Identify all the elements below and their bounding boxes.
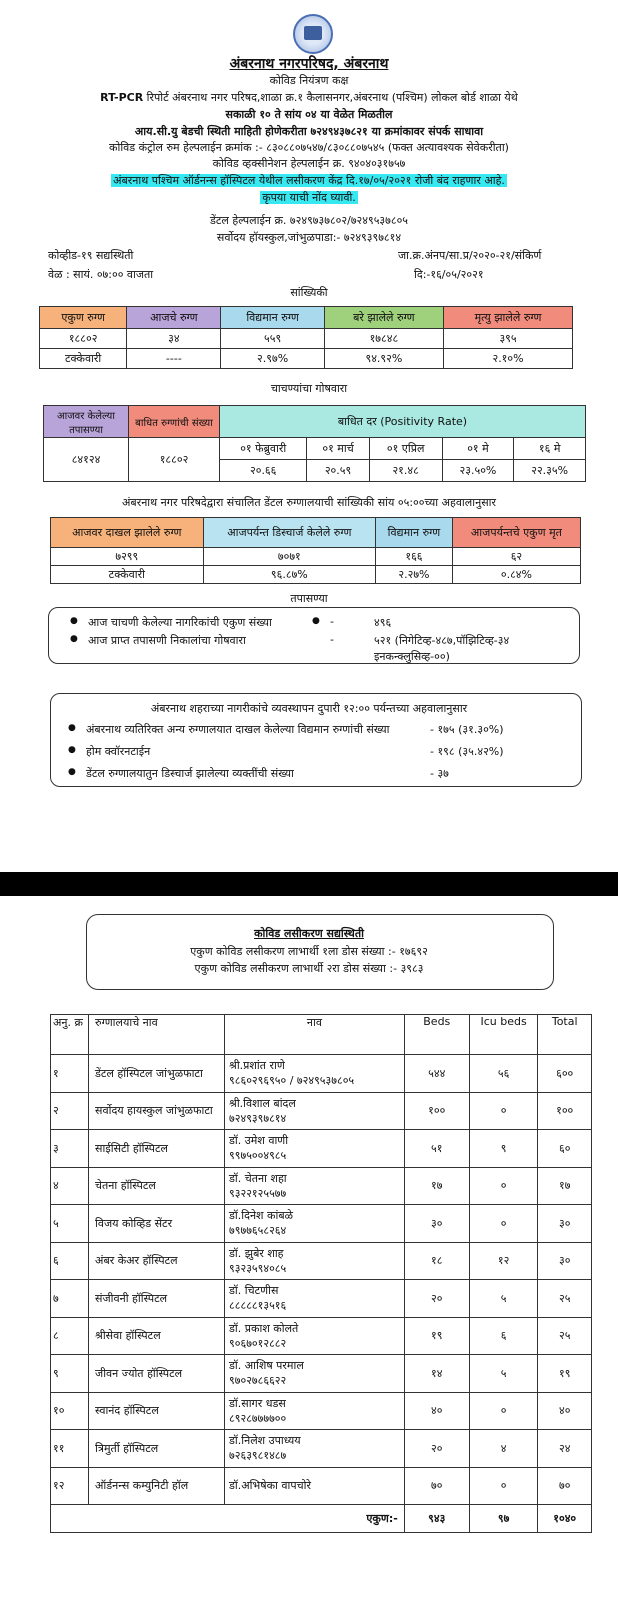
stats-cell: २.९७% xyxy=(221,349,324,369)
contact-name: डॉ. आशिष परमाल xyxy=(229,1359,304,1373)
contact-phone: ९३२२१२५५७७ xyxy=(229,1186,287,1200)
reference-number: जा.क्र.अंनप/सा.प्र/२०२०-२१/संकिर्ण xyxy=(398,249,542,262)
hospital-total: २५ xyxy=(538,1280,592,1318)
hospital-total: ७० xyxy=(538,1467,592,1505)
stats-cell: ९४.९२% xyxy=(324,349,443,369)
hospital-beds: १९ xyxy=(404,1317,469,1355)
stats-table xyxy=(39,306,573,369)
contact-name: डॉ. प्रकाश कोलते xyxy=(229,1321,299,1335)
hospital-total: २४ xyxy=(538,1430,592,1468)
stats-header: आजचे रुग्ण xyxy=(127,307,221,329)
hospital-beds: ३० xyxy=(404,1205,469,1243)
contact-name: श्री.प्रशांत राणे xyxy=(229,1059,285,1073)
managed-item: ● अंबरनाथ व्यतिरिक्त अन्य रुग्णालयात दाखल केलेल्या विद्यमान रुग्णांची संख्या xyxy=(86,722,390,737)
stats-title: सांख्यिकी xyxy=(290,286,328,299)
dental-cell: ०.८४% xyxy=(452,566,580,584)
stats-percent-label: टक्केवारी xyxy=(40,349,127,369)
rtpcr-text: रिपोर्ट अंबरनाथ नगर परिषद,शाळा क्र.१ कैलासनगर,अंबरनाथ (पश्चिम) लोकल बोर्ड शाळा येथे xyxy=(143,91,518,104)
hospital-name: साईसिटी हॉस्पिटल xyxy=(89,1130,225,1168)
hospital-beds: २० xyxy=(404,1280,469,1318)
dental-cell: ९६.८७% xyxy=(203,566,375,584)
hospital-total: ३० xyxy=(538,1242,592,1280)
contact-name: डॉ. चेतना शहा xyxy=(229,1171,287,1185)
notice-line-1: अंबरनाथ पश्चिम ऑर्डनन्स हॉस्पिटल येथील लसीकरण केंद्र दि.१७/०५/२०२१ रोजी बंद राहणार आहे. xyxy=(113,174,505,187)
contact-name: डॉ.सागर धडस xyxy=(229,1396,286,1410)
table-row xyxy=(51,1242,592,1280)
testing-item-2-sep: - xyxy=(330,633,334,646)
hospital-name: सर्वोदय हायस्कुल जांभुळफाटा xyxy=(89,1092,225,1130)
tests-header-rate: बाधित दर (Positivity Rate) xyxy=(220,406,586,438)
table-row xyxy=(51,1392,592,1430)
stats-header: मृत्यु झालेले रुग्ण xyxy=(444,307,573,329)
contact-name: डॉ.अभिषेका वापचोरे xyxy=(229,1479,311,1493)
stats-header: विद्यमान रुग्ण xyxy=(221,307,324,329)
hospitals-total-label: एकुण:- xyxy=(51,1505,405,1533)
dental-helpline-line: डेंटल हेल्पलाईन क्र. ७२४९७३७८०२/७२४९५३७८०५ xyxy=(209,214,409,227)
hospital-contact xyxy=(225,1430,405,1468)
hospital-sr: १२ xyxy=(51,1467,89,1505)
contact-name: डॉ. झुबेर शाह xyxy=(229,1246,284,1260)
managed-item-value: - १७५ (३१.३०%) xyxy=(430,723,504,736)
hospital-contact xyxy=(225,1055,405,1093)
hospital-name: संजीवनी हॉस्पिटल xyxy=(89,1280,225,1318)
hospital-contact xyxy=(225,1242,405,1280)
sarvoday-line: सर्वोदय हॉयस्कुल,जांभुळपाडा:- ७२४९३९७८१४ xyxy=(216,231,402,244)
table-row xyxy=(51,1355,592,1393)
hospital-total: ६० xyxy=(538,1130,592,1168)
dental-cell: २.२७% xyxy=(376,566,453,584)
tests-header-positive: बाधित रुग्णांची संख्या xyxy=(129,406,220,438)
tests-date: १६ मे xyxy=(514,438,586,460)
table-row xyxy=(51,1467,592,1505)
report-date: दि:-१६/०५/२०२१ xyxy=(414,268,484,281)
tests-title: चाचण्यांचा गोषवारा xyxy=(270,382,348,395)
contact-phone: ७२६३९८१४८७ xyxy=(229,1449,287,1463)
hospital-total: ४० xyxy=(538,1392,592,1430)
hospital-contact xyxy=(225,1392,405,1430)
contact-phone: ८८८८८१३५१६ xyxy=(229,1299,287,1313)
icu-line: आय.सी.यु बेडची स्थिती माहिती होणेकरीता ७२४९४३७८२१ या क्रमांकावर संपर्क साधावा xyxy=(134,125,484,138)
dental-header: विद्यमान रुग्ण xyxy=(376,518,453,548)
contact-name: डॉ.निलेश उपाध्यय xyxy=(229,1434,301,1448)
table-row xyxy=(51,1317,592,1355)
tests-rate: २१.४८ xyxy=(369,460,442,482)
hospital-name: अंबर केअर हॉस्पिटल xyxy=(89,1242,225,1280)
contact-phone: ७२४९३९७८१४ xyxy=(229,1111,287,1125)
vaccination-title: कोविड लसीकरण सद्यस्थिती xyxy=(254,927,364,940)
hospital-total: २५ xyxy=(538,1317,592,1355)
hospitals-table xyxy=(50,1014,592,1533)
contact-phone: ९८६०२९६९५० / ७२४९५३७८०५ xyxy=(229,1074,355,1088)
contact-phone: ९०६७०१२८८२ xyxy=(229,1336,287,1350)
hospital-contact xyxy=(225,1467,405,1505)
hospital-sr: ११ xyxy=(51,1430,89,1468)
tests-rate: २०.६६ xyxy=(220,460,307,482)
contact-name: डॉ. चिटणीस xyxy=(229,1284,279,1298)
managed-title: अंबरनाथ शहराच्या नागरीकांचे व्यवस्थापन दुपारी १२:०० पर्यन्तच्या अहवालानुसार xyxy=(150,702,468,715)
stats-cell: ---- xyxy=(127,349,221,369)
hospital-contact xyxy=(225,1355,405,1393)
testing-item-1-value: ४९६ xyxy=(374,616,392,629)
testing-item-2-value: ५२१ (निगेटिव्ह-४८७,पॉझिटिव्ह-३४ xyxy=(374,634,510,647)
report-time: वेळ : सायं. ०७:०० वाजता xyxy=(48,268,154,281)
managed-item: ● होम क्वॉरनटाईन xyxy=(86,744,150,759)
vaccination-dose1: एकुण कोविड लसीकरण लाभार्थी १ला डोस संख्या :- १७६९२ xyxy=(190,945,428,958)
hospital-name: ऑर्डनन्स कम्युनिटी हॉल xyxy=(89,1467,225,1505)
table-row xyxy=(51,1130,592,1168)
page-divider xyxy=(0,872,618,896)
testing-item-2-value-cont: इनकन्क्लुसिव्ह-००) xyxy=(374,650,450,663)
hospital-beds: ५१ xyxy=(404,1130,469,1168)
managed-item-value: - १९८ (३५.४२%) xyxy=(430,745,504,758)
tests-table xyxy=(43,405,586,482)
rtpcr-line xyxy=(0,90,618,105)
hospital-contact xyxy=(225,1130,405,1168)
hospitals-header-beds: Beds xyxy=(404,1015,469,1055)
notice-line-2: कृपया याची नोंद घ्यावी. xyxy=(262,191,356,204)
hospital-name: त्रिमुर्ती हॉस्पिटल xyxy=(89,1430,225,1468)
hospitals-header-sr: अनु. क्र xyxy=(51,1015,89,1055)
vaccination-dose2: एकुण कोविड लसीकरण लाभार्थी २रा डोस संख्या :- ३९८३ xyxy=(194,962,424,975)
hospital-beds: १७ xyxy=(404,1167,469,1205)
hospital-sr: ७ xyxy=(51,1280,89,1318)
hospital-contact xyxy=(225,1317,405,1355)
tests-rate: २२.३५% xyxy=(514,460,586,482)
hospital-beds: २० xyxy=(404,1430,469,1468)
managed-item: ● डेंटल रुग्णालयातुन डिस्चार्ज झालेल्या व्यक्तींची संख्या xyxy=(86,766,294,781)
table-row xyxy=(51,1430,592,1468)
hospital-name: चेतना हॉस्पिटल xyxy=(89,1167,225,1205)
dental-header: आजवर दाखल झालेले रुग्ण xyxy=(51,518,204,548)
hospital-icu-beds: ६ xyxy=(469,1317,538,1355)
hospital-beds: १४ xyxy=(404,1355,469,1393)
hospital-sr: ५ xyxy=(51,1205,89,1243)
dental-cell: ७२९९ xyxy=(51,548,204,566)
contact-phone: ९९७५००४९८५ xyxy=(229,1149,287,1163)
rtpcr-label: RT-PCR xyxy=(100,91,144,104)
hospital-name: जीवन ज्योत हॉस्पिटल xyxy=(89,1355,225,1393)
tests-header-total: आजवर केलेल्या तपासण्या xyxy=(44,406,129,438)
table-row xyxy=(51,1167,592,1205)
contact-phone: ९३२३५९४०८५ xyxy=(229,1261,287,1275)
stats-cell: ५५९ xyxy=(221,329,324,349)
dental-percent-label: टक्केवारी xyxy=(51,566,204,584)
tests-date: ०१ मे xyxy=(442,438,514,460)
contact-phone: ७९७७६५८२६४ xyxy=(229,1224,287,1238)
vaccination-helpline-line: कोविड व्हक्सीनेशन हेल्पलाईन क्र. ९४०४०३१७५७ xyxy=(212,157,406,170)
testing-item-2 xyxy=(88,633,246,648)
dental-header: आजपर्यन्तचे एकुण मृत xyxy=(452,518,580,548)
hospital-sr: २ xyxy=(51,1092,89,1130)
hospital-contact xyxy=(225,1280,405,1318)
hospital-total: ६०० xyxy=(538,1055,592,1093)
dental-cell: १६६ xyxy=(376,548,453,566)
hospital-icu-beds: ० xyxy=(469,1392,538,1430)
hospitals-header-contact: नाव xyxy=(225,1015,405,1055)
tests-total-value: ८४१२४ xyxy=(44,438,129,482)
stats-cell: ३४ xyxy=(127,329,221,349)
tests-date: ०१ एप्रिल xyxy=(369,438,442,460)
hospital-icu-beds: ५ xyxy=(469,1280,538,1318)
hospital-total: १०० xyxy=(538,1092,592,1130)
testing-item-1-label: आज चाचणी केलेल्या नागरिकांची एकुण संख्या xyxy=(88,616,272,629)
status-title: कोव्हीड-१९ सद्यस्थिती xyxy=(48,249,134,262)
tests-date: ०१ फेब्रुवारी xyxy=(220,438,307,460)
dental-cell: ७०७१ xyxy=(203,548,375,566)
hospitals-total-beds: ९४३ xyxy=(404,1505,469,1533)
tests-date: ०१ मार्च xyxy=(307,438,369,460)
hospital-icu-beds: ० xyxy=(469,1092,538,1130)
hospitals-total-icu: ९७ xyxy=(469,1505,538,1533)
table-row xyxy=(51,1280,592,1318)
tests-rate: २३.५०% xyxy=(442,460,514,482)
contact-name: डॉ. उमेश वाणी xyxy=(229,1134,289,1148)
table-row xyxy=(51,1205,592,1243)
testing-item-1-sep: ● - xyxy=(330,615,334,628)
stats-cell: ३९५ xyxy=(444,329,573,349)
contact-phone: ९७०२७८६६२२ xyxy=(229,1374,287,1388)
hospitals-header-total: Total xyxy=(538,1015,592,1055)
managed-item-value: - ३७ xyxy=(430,767,449,780)
stats-cell: २.१०% xyxy=(444,349,573,369)
org-title: अंबरनाथ नगरपरिषद, अंबरनाथ xyxy=(229,56,389,72)
municipal-logo-icon xyxy=(293,14,333,54)
hospital-name: डेंटल हॉस्पिटल जांभुळफाटा xyxy=(89,1055,225,1093)
control-cell-title: कोविड नियंत्रण कक्ष xyxy=(269,74,349,87)
hospital-total: १९ xyxy=(538,1355,592,1393)
hospital-sr: १० xyxy=(51,1392,89,1430)
control-room-line: कोविड कंट्रोल रुम हेल्पलाईन क्रमांक :- ८३०८८०७५४७/८३०८८०७५४५ (फक्त अत्यावश्यक सेवेकरीता) xyxy=(109,141,509,154)
testing-item-1 xyxy=(88,615,272,630)
hospital-beds: ५४४ xyxy=(404,1055,469,1093)
hospital-icu-beds: ० xyxy=(469,1205,538,1243)
dental-cell: ६२ xyxy=(452,548,580,566)
stats-header: बरे झालेले रुग्ण xyxy=(324,307,443,329)
hospital-name: विजय कोव्हिड सेंटर xyxy=(89,1205,225,1243)
hospital-icu-beds: ० xyxy=(469,1467,538,1505)
hospital-total: १७ xyxy=(538,1167,592,1205)
table-row xyxy=(51,1055,592,1093)
hospital-sr: ६ xyxy=(51,1242,89,1280)
stats-header: एकुण रुग्ण xyxy=(40,307,127,329)
hospital-sr: ९ xyxy=(51,1355,89,1393)
tests-rate: २०.५९ xyxy=(307,460,369,482)
dental-header: आजपर्यन्त डिस्चार्ज केलेले रुग्ण xyxy=(203,518,375,548)
hospital-icu-beds: १२ xyxy=(469,1242,538,1280)
hospital-icu-beds: ९ xyxy=(469,1130,538,1168)
hospital-beds: ७० xyxy=(404,1467,469,1505)
hospital-beds: ४० xyxy=(404,1392,469,1430)
testing-title: तपासण्या xyxy=(290,592,328,605)
table-row xyxy=(51,1092,592,1130)
hospital-icu-beds: ० xyxy=(469,1167,538,1205)
hospital-sr: ४ xyxy=(51,1167,89,1205)
contact-phone: ८९२८७७७७०० xyxy=(229,1411,287,1425)
hospital-contact xyxy=(225,1167,405,1205)
hospital-name: श्रीसेवा हॉस्पिटल xyxy=(89,1317,225,1355)
contact-name: डॉ.दिनेश कांबळे xyxy=(229,1209,293,1223)
contact-name: श्री.विशाल बांदल xyxy=(229,1096,296,1110)
hospital-icu-beds: ५ xyxy=(469,1355,538,1393)
stats-cell: १८८०२ xyxy=(40,329,127,349)
hospitals-header-name: रुग्णालयाचे नाव xyxy=(89,1015,225,1055)
hospital-sr: ८ xyxy=(51,1317,89,1355)
testing-item-2-label: आज प्राप्त तपासणी निकालांचा गोषवारा xyxy=(88,634,246,647)
hospital-beds: १८ xyxy=(404,1242,469,1280)
hospital-contact xyxy=(225,1092,405,1130)
stats-cell: १७८४८ xyxy=(324,329,443,349)
hospital-total: ३० xyxy=(538,1205,592,1243)
hospital-beds: १०० xyxy=(404,1092,469,1130)
hospital-contact xyxy=(225,1205,405,1243)
hospital-icu-beds: ५६ xyxy=(469,1055,538,1093)
hospital-sr: ३ xyxy=(51,1130,89,1168)
hospital-sr: १ xyxy=(51,1055,89,1093)
hospital-icu-beds: ४ xyxy=(469,1430,538,1468)
timing-line: सकाळी १० ते सांय ०४ या वेळेत मिळतील xyxy=(225,108,393,121)
hospitals-total-all: १०४० xyxy=(538,1505,592,1533)
dental-table xyxy=(50,517,581,584)
hospitals-header-icu: Icu beds xyxy=(469,1015,538,1055)
hospital-name: स्वानंद हॉस्पिटल xyxy=(89,1392,225,1430)
tests-positive-value: १८८०२ xyxy=(129,438,220,482)
dental-title: अंबरनाथ नगर परिषदेद्वारा संचालित डेंटल रुग्णालयाची सांख्यिकी सांय ०५:००च्या अहवालानुसार xyxy=(122,496,496,509)
